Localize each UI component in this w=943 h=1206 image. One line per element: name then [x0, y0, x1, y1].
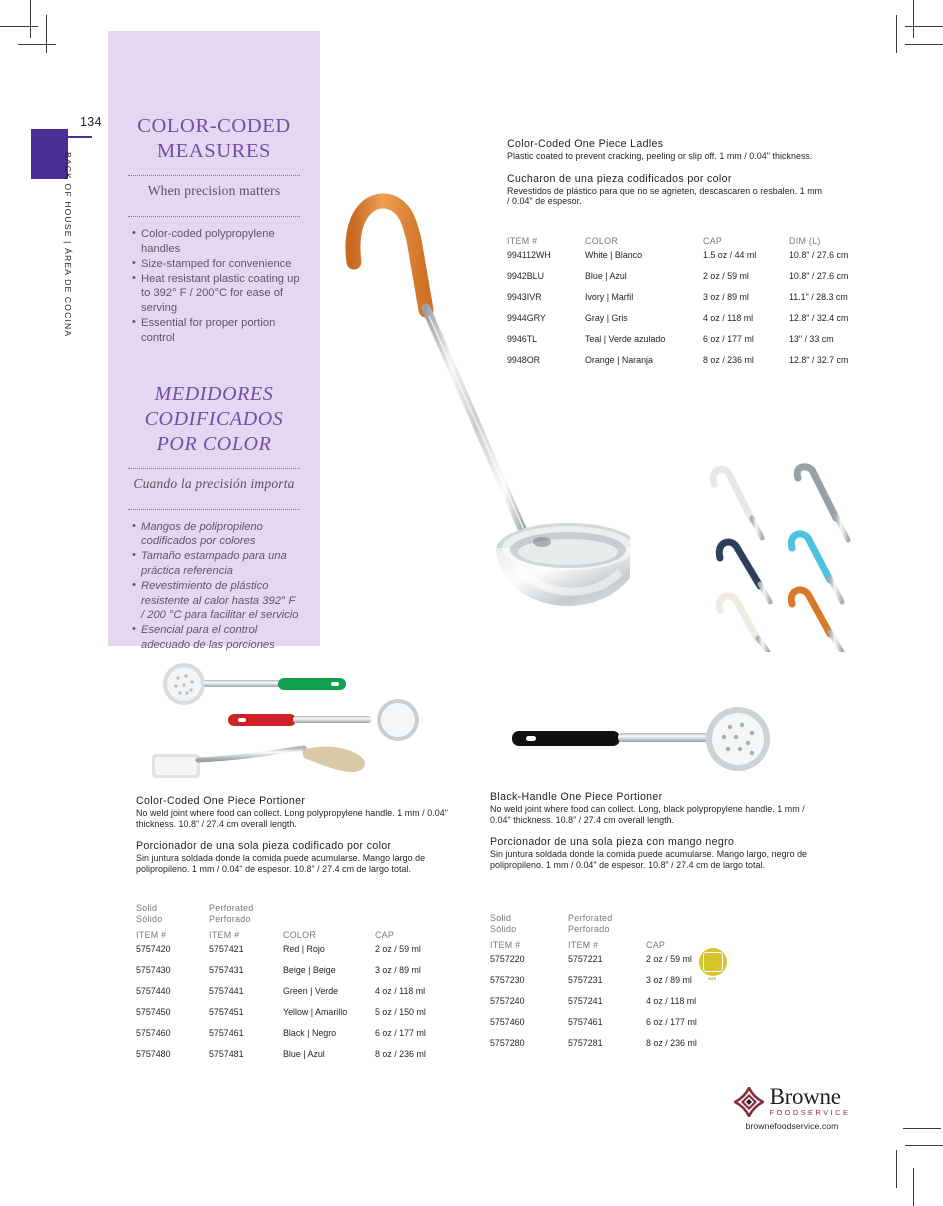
color-portioner-desc-en: No weld joint where food can collect. Long polypropylene handle. 1 mm / 0.04" thickness. 10.8” / 27.4 cm overall length. — [136, 808, 448, 829]
table-row — [490, 975, 697, 996]
cell-cap: 4 oz / 118 ml — [375, 985, 426, 996]
group-header-solid-en: Solid — [136, 903, 158, 913]
table-row — [136, 1007, 426, 1028]
cell-item-solid: 5757440 — [136, 985, 171, 996]
badge-caption: NSF — [708, 977, 717, 981]
table-row — [136, 944, 426, 965]
crop-mark-tr2-h — [905, 44, 943, 45]
divider-dotted — [128, 216, 300, 217]
cell-dim: 10.8" / 27.6 cm — [789, 250, 849, 260]
badge-glyph — [703, 952, 723, 972]
cell-color: Green | Verde — [283, 985, 339, 996]
panel-title-es — [126, 346, 302, 457]
cell-item-perf: 5757441 — [209, 985, 244, 996]
cell-item-perf: 5757481 — [209, 1048, 244, 1059]
color-portioner-copy — [136, 795, 481, 874]
list-item: • Tamaño estampado para una práctica referencia — [132, 549, 300, 578]
table-row — [507, 313, 848, 334]
cell-color: Orange | Naranja — [585, 355, 653, 365]
cell-item-solid: 5757430 — [136, 964, 171, 975]
crop-mark-tr-h — [905, 26, 943, 27]
group-header-perf-en: Perforated — [209, 903, 254, 913]
group-header-perforated — [568, 913, 646, 940]
list-item: • Mangos de polipropileno codificados por colores — [132, 520, 300, 549]
panel-title-en-line2: MEASURES — [156, 140, 272, 162]
table-row — [490, 1017, 697, 1038]
panel-subtitle-en: When precision matters — [147, 183, 281, 198]
column-header-item-perf: ITEM # — [209, 929, 240, 940]
ladles-desc-en: Plastic coated to prevent cracking, peeling or slip off. 1 mm / 0.04" thickness. — [507, 151, 813, 161]
cell-cap: 2 oz / 59 ml — [703, 271, 749, 281]
table-row — [136, 986, 426, 1007]
cell-color: Black | Negro — [283, 1027, 337, 1038]
table-row — [507, 292, 848, 313]
panel-title-es-line3: POR COLOR — [156, 432, 272, 455]
panel-title-en — [126, 31, 302, 164]
table-header-row — [507, 236, 848, 250]
column-header-dim: DIM (L) — [789, 236, 821, 246]
crop-mark-tl-h — [0, 26, 38, 27]
crop-mark-br2-h — [905, 1145, 943, 1146]
cell-cap: 6 oz / 177 ml — [375, 1027, 426, 1038]
panel-bullets-en — [126, 227, 302, 345]
table-row — [507, 355, 848, 365]
cell-color: Red | Rojo — [283, 943, 325, 954]
color-portioner-title-es: Porcionador de una sola pieza codificado por color — [136, 840, 392, 853]
cell-item-solid: 5757480 — [136, 1048, 171, 1059]
cell-color: Blue | Azul — [585, 271, 627, 281]
crop-mark-br3-h — [903, 1128, 941, 1129]
table-row — [136, 1028, 426, 1049]
cell-color: White | Blanco — [585, 250, 643, 260]
cell-cap: 3 oz / 89 ml — [646, 974, 692, 985]
cell-cap: 5 oz / 150 ml — [375, 1006, 426, 1017]
column-header-cap: CAP — [703, 236, 723, 246]
logo-url[interactable]: brownefoodservice.com — [745, 1121, 839, 1131]
color-portioner-table-wrap — [136, 903, 426, 1059]
cell-item: 994112WH — [507, 250, 551, 260]
table-group-header-row — [136, 903, 426, 930]
cell-cap: 6 oz / 177 ml — [646, 1016, 697, 1027]
table-row — [507, 250, 848, 271]
ladles-desc-es: Revestidos de plástico para que no se agrieten, descascaren o resbalen. 1 mm / 0.04" de espesor. — [507, 185, 823, 207]
cell-cap: 4 oz / 118 ml — [703, 313, 754, 323]
black-portioner-table-wrap — [490, 913, 697, 1048]
panel-title-es-line1: MEDIDORES — [154, 382, 274, 405]
group-header-spacer — [646, 913, 697, 940]
cell-item-perf: 5757421 — [209, 943, 244, 954]
cell-item-solid: 5757450 — [136, 1006, 171, 1017]
black-portioner-desc-en: No weld joint where food can collect. Long, black polypropylene handle. 1 mm / 0.04" thickness. 10.8” / 27.4 cm overall length. — [490, 804, 805, 825]
cell-dim: 12.8" / 32.7 cm — [789, 355, 849, 365]
column-header-item-perf: ITEM # — [568, 939, 599, 950]
section-label-vertical: BACK OF HOUSE | ÁREA DE COCINA — [63, 152, 73, 338]
color-portioner-table — [136, 903, 426, 1059]
page-number: 134 — [79, 115, 102, 129]
feature-panel — [108, 31, 320, 651]
group-header-perf-es: Perforado — [568, 924, 610, 935]
cell-item-solid: 5757460 — [136, 1027, 171, 1038]
product-image-color-portioners — [148, 662, 448, 787]
crop-mark-tl2-h — [18, 44, 56, 45]
ladles-title-en: Color-Coded One Piece Ladles — [507, 138, 664, 150]
cell-item: 9942BLU — [507, 271, 545, 281]
browne-diamond-icon — [734, 1087, 764, 1117]
table-header-row — [490, 940, 697, 954]
cell-item: 9944GRY — [507, 313, 546, 323]
list-item: • Essential for proper portion control — [132, 316, 300, 345]
list-item: • Size-stamped for convenience — [132, 257, 300, 272]
nsf-badge-icon — [699, 948, 727, 976]
group-header-solid-es: Sólido — [136, 914, 163, 925]
cell-cap: 1.5 oz / 44 ml — [703, 250, 757, 260]
panel-title-es-line2: CODIFICADOS — [144, 407, 284, 430]
cell-item-perf: 5757461 — [209, 1027, 244, 1038]
list-item: • Revestimiento de plástico resistente al calor hasta 392° F / 200 °C para facilitar el servicio — [132, 579, 300, 623]
folio-rule — [68, 136, 92, 138]
crop-mark-br-v — [913, 1168, 914, 1206]
cell-item: 9948OR — [507, 355, 541, 365]
column-header-color: COLOR — [585, 236, 619, 246]
logo-tagline: FOODSERVICE — [769, 1108, 851, 1117]
product-image-black-portioner — [486, 697, 786, 785]
cell-item-solid: 5757230 — [490, 974, 525, 985]
ladles-copy — [507, 138, 827, 207]
cell-dim: 10.8" / 27.6 cm — [789, 271, 849, 281]
crop-mark-tl-v — [30, 0, 31, 38]
crop-mark-tr2-v — [896, 15, 897, 53]
black-portioner-desc-es: Sin juntura soldada donde la comida puede acumularse. Mango largo, negro de polipropileno. 1 mm / 0.04" de espesor. 10.8” / 27.4 cm de largo total. — [490, 849, 808, 870]
black-portioner-title-en: Black-Handle One Piece Portioner — [490, 791, 663, 803]
table-row — [490, 954, 697, 975]
cell-item-perf: 5757451 — [209, 1006, 244, 1017]
cell-dim: 12.8" / 32.4 cm — [789, 313, 849, 323]
group-header-solid-es: Sólido — [490, 924, 517, 935]
cell-cap: 2 oz / 59 ml — [375, 943, 421, 954]
cell-item-solid: 5757220 — [490, 953, 525, 964]
cell-item: 9946TL — [507, 334, 538, 344]
group-header-spacer — [375, 903, 426, 930]
product-image-handle-cluster — [706, 462, 876, 652]
column-header-item-solid: ITEM # — [136, 929, 167, 940]
cell-color: Blue | Azul — [283, 1048, 325, 1059]
crop-mark-tr-v — [913, 0, 914, 38]
cell-item-perf: 5757231 — [568, 974, 603, 985]
column-header-item-solid: ITEM # — [490, 939, 521, 950]
list-item: • Heat resistant plastic coating up to 392° F / 200°C for ease of serving — [132, 272, 300, 316]
table-header-row — [136, 930, 426, 944]
divider-dotted — [128, 509, 300, 510]
group-header-solid — [490, 913, 568, 940]
cell-color: Ivory | Marfil — [585, 292, 634, 302]
cell-item-perf: 5757221 — [568, 953, 603, 964]
panel-subtitle-es: Cuando la precisión importa — [133, 475, 295, 491]
table-row — [507, 334, 848, 355]
list-item: • Esencial para el control adecuado de las porciones — [132, 623, 300, 652]
group-header-solid-en: Solid — [490, 913, 512, 923]
certification-badge — [697, 948, 728, 981]
cell-dim: 13" / 33 cm — [789, 334, 834, 344]
cell-cap: 3 oz / 89 ml — [375, 964, 421, 975]
column-header-item: ITEM # — [507, 236, 538, 246]
group-header-perf-es: Perforado — [209, 914, 251, 925]
table-row — [507, 271, 848, 292]
group-header-perf-en: Perforated — [568, 913, 613, 923]
cell-item-perf: 5757431 — [209, 964, 244, 975]
crop-mark-br2-v — [896, 1150, 897, 1188]
cell-item-perf: 5757281 — [568, 1037, 603, 1048]
column-header-color: COLOR — [283, 929, 317, 940]
cell-item: 9943IVR — [507, 292, 542, 302]
table-row — [490, 1038, 697, 1048]
cell-item-solid: 5757280 — [490, 1037, 525, 1048]
black-portioner-table — [490, 913, 697, 1048]
group-header-solid — [136, 903, 209, 930]
crop-mark-tl2-v — [46, 15, 47, 53]
cell-cap: 8 oz / 236 ml — [703, 355, 754, 365]
table-row — [136, 965, 426, 986]
cell-color: Teal | Verde azulado — [585, 334, 666, 344]
cell-item-solid: 5757240 — [490, 995, 525, 1006]
ladles-title-es: Cucharon de una pieza codificados por color — [507, 172, 732, 185]
cell-color: Beige | Beige — [283, 964, 336, 975]
cell-item-perf: 5757461 — [568, 1016, 603, 1027]
cell-cap: 4 oz / 118 ml — [646, 995, 697, 1006]
cell-cap: 8 oz / 236 ml — [375, 1048, 426, 1059]
cell-color: Gray | Gris — [585, 313, 628, 323]
black-portioner-copy — [490, 791, 810, 870]
cell-cap: 2 oz / 59 ml — [646, 953, 692, 964]
cell-cap: 3 oz / 89 ml — [703, 292, 749, 302]
column-header-cap: CAP — [375, 929, 395, 940]
brand-logo — [722, 1086, 862, 1131]
panel-title-en-line1: COLOR-CODED — [137, 115, 291, 137]
cell-item-solid: 5757460 — [490, 1016, 525, 1027]
group-header-spacer — [283, 903, 375, 930]
cell-color: Yellow | Amarillo — [283, 1006, 348, 1017]
color-portioner-title-en: Color-Coded One Piece Portioner — [136, 795, 306, 807]
cell-item-perf: 5757241 — [568, 995, 603, 1006]
list-item: • Color-coded polypropylene handles — [132, 227, 300, 256]
column-header-cap: CAP — [646, 939, 666, 950]
table-row — [490, 996, 697, 1017]
color-portioner-desc-es: Sin juntura soldada donde la comida puede acumularse. Mango largo de polipropileno. 1 mm / 0.04" de espesor. 10.8” / 27.4 cm de largo total. — [136, 853, 426, 874]
panel-bullets-es — [126, 520, 302, 653]
black-portioner-title-es: Porcionador de una sola pieza con mango negro — [490, 836, 735, 849]
group-header-perforated — [209, 903, 283, 930]
cell-dim: 11.1" / 28.3 cm — [789, 292, 848, 302]
cell-item-solid: 5757420 — [136, 943, 171, 954]
cell-cap: 6 oz / 177 ml — [703, 334, 754, 344]
ladles-table — [507, 236, 848, 365]
logo-name: Browne — [769, 1084, 841, 1109]
table-row — [136, 1049, 426, 1059]
ladles-table-wrap — [507, 236, 848, 365]
table-group-header-row — [490, 913, 697, 940]
cell-cap: 8 oz / 236 ml — [646, 1037, 697, 1048]
